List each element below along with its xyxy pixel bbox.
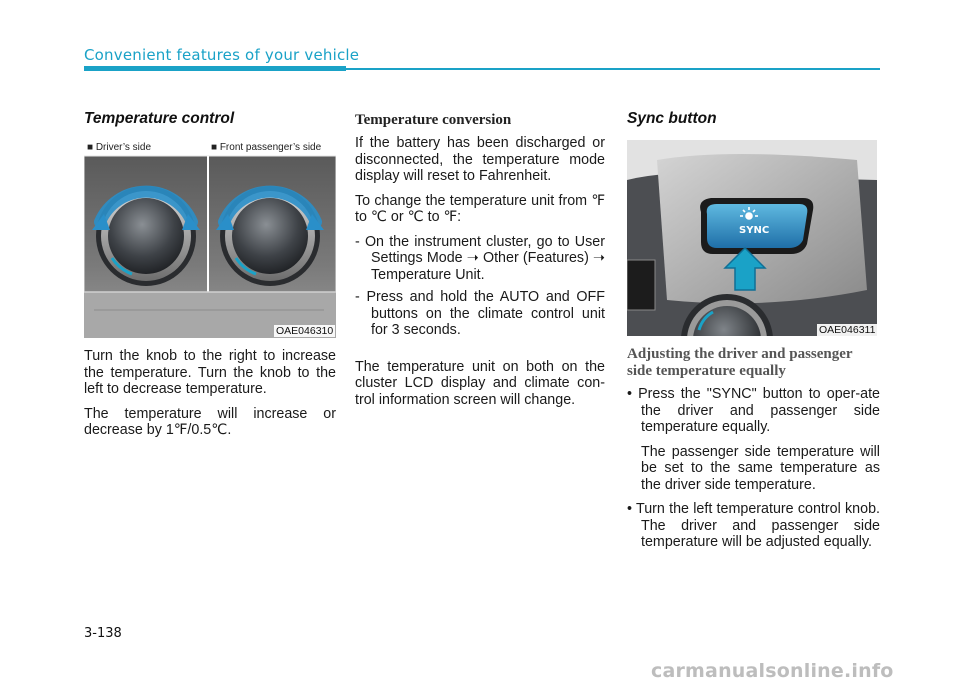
page-number: 3-138: [84, 626, 122, 641]
sync-subtitle: Adjusting the driver and passenger side temperature equally: [627, 346, 853, 379]
column-sync-button: [627, 100, 880, 559]
sync-button-label: SYNC: [739, 225, 770, 236]
paragraph-change-unit: To change the temperature unit from ℉ to ℃ or ℃ to ℉:: [355, 192, 605, 225]
paragraph-increment: The temperature will increase or decrease by 1℉/0.5℃.: [84, 405, 336, 438]
paragraph-unit-change: The temperature unit on both on the cluster LCD display and climate con-trol information screen will change.: [355, 358, 605, 408]
bullet-press-sync-continuation: The passenger side temperature will be set to the same temperature as the driver side temperature.: [641, 443, 880, 493]
column-temperature-control: [84, 100, 336, 447]
figure-code: OAE046311: [819, 324, 876, 336]
paragraph-knob-instruction: Turn the knob to the right to increase the temperature. Turn the knob to the left to decrease temperature.: [84, 348, 336, 397]
header-accent-bar: [84, 66, 346, 71]
column-temperature-conversion: [355, 100, 605, 416]
temperature-knobs-illustration: [84, 140, 336, 338]
sync-button-title: Sync button: [627, 110, 717, 127]
section-header-title: Convenient features of your vehicle: [84, 46, 360, 64]
figure-caption-row: [84, 140, 336, 156]
caption-drivers-side: ■ Driver’s side: [87, 142, 152, 153]
bullet-press-sync: • Press the "SYNC" button to oper-ate the driver and passenger side temperature equally.: [627, 386, 880, 435]
caption-front-passengers-side: ■ Front passenger’s side: [211, 142, 322, 153]
sync-button-figure: [627, 140, 877, 336]
temperature-knobs-figure: [84, 140, 336, 338]
header-rule: [346, 68, 880, 70]
list-item-auto-off: - Press and hold the AUTO and OFF buttons on the climate control unit for 3 seconds.: [355, 289, 605, 338]
temperature-control-title: Temperature control: [84, 110, 235, 127]
temperature-conversion-title: Temperature conversion: [355, 112, 512, 128]
bullet-turn-knob: • Turn the left temperature control knob. The driver and passenger side temperature will be adjusted equally.: [627, 501, 880, 550]
paragraph-reset: If the battery has been discharged or disconnected, the temperature mode display will reset to Fahrenheit.: [355, 135, 605, 184]
sync-button-illustration: [627, 140, 877, 336]
watermark: carmanualsonline.info: [651, 660, 894, 682]
figure-code: OAE046310: [276, 325, 334, 337]
list-item-cluster: - On the instrument cluster, go to User Settings Mode ➝ Other (Features) ➝ Temperature Unit.: [355, 233, 605, 283]
